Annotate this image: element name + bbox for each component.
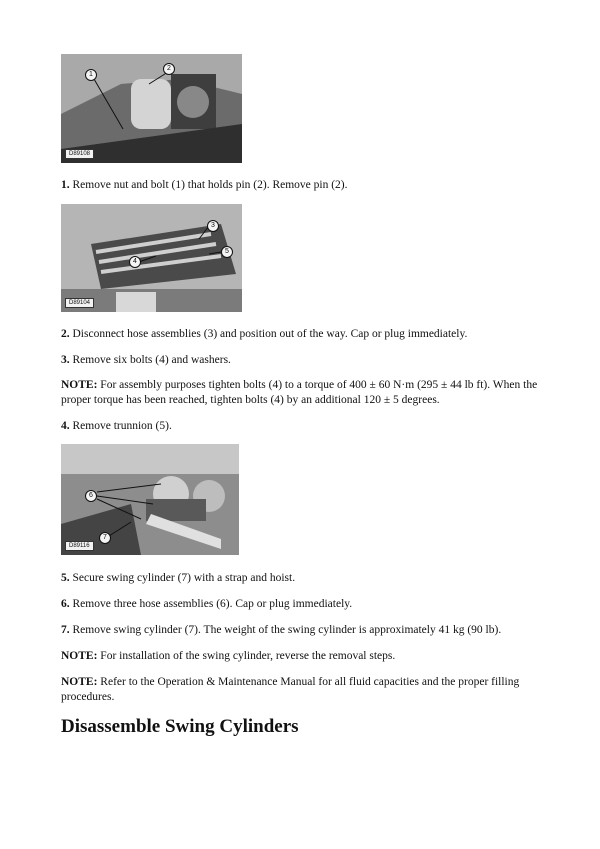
step-7-text: Remove swing cylinder (7). The weight of the swing cylinder is approximately 41 kg (90 lb). — [69, 624, 502, 636]
callout-5: 5 — [221, 246, 233, 258]
note-installation-label: NOTE: — [61, 650, 98, 662]
figure-1-label: D89108 — [65, 149, 94, 159]
note-torque-text: For assembly purposes tighten bolts (4) to a torque of 400 ± 60 N·m (295 ± 44 lb ft). When the proper torque has been reached, tighten bolts (4) by an additional 120 ± 5 degrees. — [61, 379, 538, 406]
step-4 — [61, 419, 541, 434]
note-fluids-text: Refer to the Operation & Maintenance Manual for all fluid capacities and the proper filling procedures. — [61, 676, 520, 703]
step-1-text: Remove nut and bolt (1) that holds pin (2). Remove pin (2). — [69, 179, 348, 191]
step-5-number: 5. — [61, 572, 70, 584]
step-2-text: Disconnect hose assemblies (3) and position out of the way. Cap or plug immediately. — [69, 328, 468, 340]
step-3 — [61, 353, 541, 368]
figure-3-label: D89116 — [65, 541, 94, 551]
note-installation-text: For installation of the swing cylinder, reverse the removal steps. — [97, 650, 396, 662]
step-6-number: 6. — [61, 598, 70, 610]
step-2 — [61, 327, 541, 342]
figure-1-photo — [61, 54, 242, 163]
step-3-text: Remove six bolts (4) and washers. — [69, 354, 231, 366]
step-4-text: Remove trunnion (5). — [69, 420, 172, 432]
note-installation — [61, 649, 541, 664]
step-3-number: 3. — [61, 354, 70, 366]
step-7-number: 7. — [61, 624, 70, 636]
figure-2-label: D89104 — [65, 298, 94, 308]
step-1 — [61, 178, 541, 193]
note-fluids-label: NOTE: — [61, 676, 98, 688]
figure-2-photo — [61, 204, 242, 312]
callout-7: 7 — [99, 532, 111, 544]
callout-3: 3 — [207, 220, 219, 232]
callout-2: 2 — [163, 63, 175, 75]
step-1-number: 1. — [61, 179, 70, 191]
note-torque-label: NOTE: — [61, 379, 98, 391]
step-5-text: Secure swing cylinder (7) with a strap and hoist. — [69, 572, 296, 584]
callout-4: 4 — [129, 256, 141, 268]
step-4-number: 4. — [61, 420, 70, 432]
callout-6: 6 — [85, 490, 97, 502]
step-6-text: Remove three hose assemblies (6). Cap or plug immediately. — [69, 598, 353, 610]
step-5 — [61, 571, 541, 586]
callout-1: 1 — [85, 69, 97, 81]
section-heading: Disassemble Swing Cylinders — [61, 716, 299, 737]
step-7 — [61, 623, 541, 638]
step-6 — [61, 597, 541, 612]
note-fluids — [61, 675, 541, 705]
step-2-number: 2. — [61, 328, 70, 340]
figure-3-photo — [61, 444, 239, 555]
note-torque — [61, 378, 541, 408]
